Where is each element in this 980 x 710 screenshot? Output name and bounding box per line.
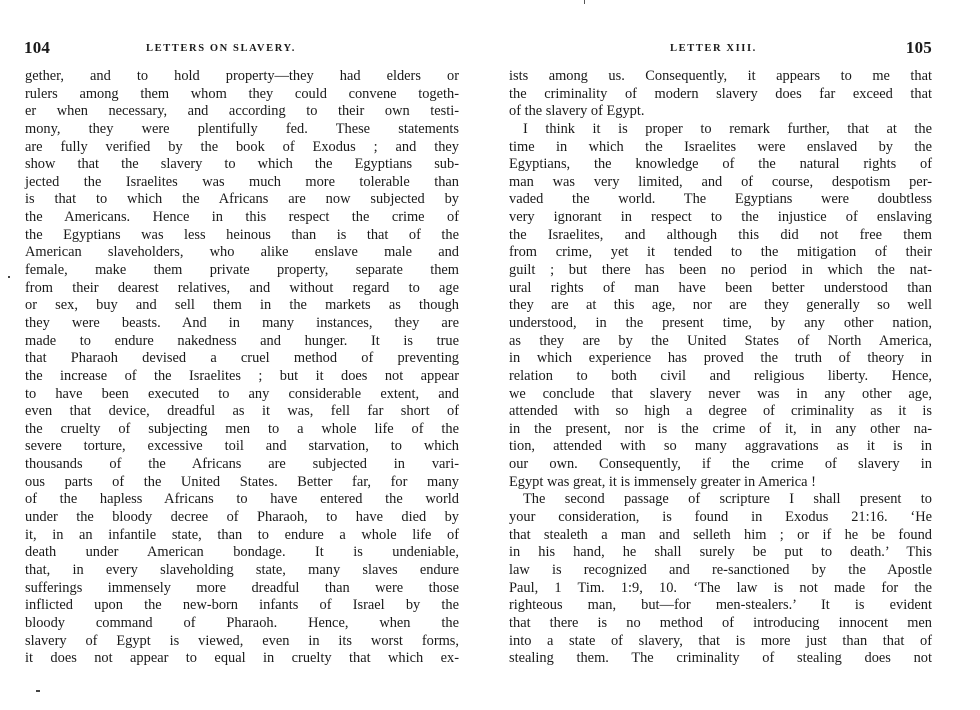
paragraph-end-line: of the slavery of Egypt. [509,103,645,120]
text-line: show that the slavery to which the Egyptians sub- [25,156,459,173]
text-line: ous parts of the United States. Better far, for many [25,473,459,490]
running-title-right: LETTER XIII. [670,43,757,54]
text-line: in which experience has proved the truth of theory in [509,350,932,367]
text-line: as they are by the United States of North America, [509,332,932,349]
text-line: the criminality of modern slavery does far exceed that [509,85,932,102]
left-running-head [0,38,490,60]
text-line: er when necessary, and according to their own testi- [25,103,459,120]
text-line: even that device, dreadful as it was, fell far short of [25,403,459,420]
text-line: that stealeth a man and selleth him ; or if he be found [509,526,932,543]
text-line: made to endure nakedness and hunger. It is true [25,332,459,349]
paragraph-start-line: I think it is proper to remark further, that at the [523,120,932,137]
text-line: it, in an infantile state, than to endure a whole life of [25,526,459,543]
text-line: death under American bondage. It is undeniable, [25,544,459,561]
text-line: tion, attended with so many aggravations as it is in [509,438,932,455]
text-line: they are at this age, nor are they generally so well [509,297,932,314]
text-line: that there is no method of introducing innocent men [509,614,932,631]
running-title-left: LETTERS ON SLAVERY. [146,43,296,54]
text-line: jected the Israelites was much more tolerable than [25,173,459,190]
text-line: under the bloody decree of Pharaoh, to have died by [25,509,459,526]
text-line: gether, and to hold property—they had elders or [25,68,459,84]
text-line: sufferings immensely more dreadful than were those [25,579,459,596]
text-line: rulers among them whom they could convene togeth- [25,85,459,102]
text-line: man was very limited, and of course, despotism per- [509,173,932,190]
left-body-text [25,68,459,668]
text-line: slavery of Egypt is viewed, even in its worst forms, [25,632,459,649]
text-line: we conclude that slavery never was in any other age, [509,385,932,402]
text-line: Paul, 1 Tim. 1:9, 10. ‘The law is not made for the [509,579,932,596]
text-line: stealing them. The criminality of stealing does not [509,650,932,667]
right-page [490,0,980,710]
text-line: from their dearest relatives, and without regard to age [25,279,459,296]
text-line: bloody command of Pharaoh. Hence, when the [25,614,459,631]
text-line: the Americans. Hence in this respect the crime of [25,209,459,226]
text-line: the increase of the Israelites ; but it does not appear [25,367,459,384]
text-line: attended with so high a degree of criminality as it is [509,403,932,420]
text-line: ural rights of man have been better understood than [509,279,932,296]
page-number-right: 105 [905,38,932,57]
text-line: understood, in the present time, by any other nation, [509,314,932,331]
text-line: your consideration, is found in Exodus 21:16. ‘He [509,509,932,526]
text-line: into a state of slavery, that is more just than that of [509,632,932,649]
text-line: of the hapless Africans to have entered the world [25,491,459,508]
text-line: from crime, yet it tended to the mitigation of their [509,244,932,261]
text-line: law is recognized and re-sanctioned by the Apostle [509,561,932,578]
text-line: severe torture, excessive toil and starvation, to which [25,438,459,455]
text-line: that Pharaoh devised a cruel method of preventing [25,350,459,367]
text-line: it does not appear to equal in cruelty that which ex- [25,650,459,667]
right-body-text [509,68,932,668]
text-line: our own. Consequently, if the crime of slavery in [509,456,932,473]
text-line: American slaveholders, who alike enslave male and [25,244,459,261]
text-line: in the present, nor is the crime of it, in any other na- [509,420,932,437]
text-line: the Egyptians was less heinous than is that of the [25,226,459,243]
paragraph-end-line: Egypt was great, it is immensely greater in America ! [509,473,816,490]
text-line: inflicted upon the new-born infants of Israel by the [25,597,459,614]
text-line: vaded the world. The Egyptians were doubtless [509,191,932,208]
paragraph-start-line: The second passage of scripture I shall present to [523,491,932,508]
text-line: to have been executed to any considerable extent, and [25,385,459,402]
text-line: is that to which the Africans are now subjected by [25,191,459,208]
text-line: time in which the Israelites were enslaved by the [509,138,932,155]
text-line: the Israelites, and although this did not free them [509,226,932,243]
text-line: they were beasts. And in many instances, they are [25,314,459,331]
text-line: the cruelty of subjecting men to a whole life of the [25,420,459,437]
text-line: that, in every slaveholding state, many slaves endure [25,561,459,578]
text-line: are fully verified by the book of Exodus ; and they [25,138,459,155]
text-line: female, make them private property, separate them [25,262,459,279]
text-line: in his hand, he shall surely be put to death.’ This [509,544,932,561]
text-line: thousands of the Africans are subjected in vari- [25,456,459,473]
text-line: righteous man, but—for men-stealers.’ It is evident [509,597,932,614]
text-line: relation to both civil and religious liberty. Hence, [509,367,932,384]
text-line: or sex, buy and sell them in the markets as though [25,297,459,314]
right-running-head [490,38,980,60]
text-line: mony, they were plentifully fed. These statements [25,120,459,137]
text-line: guilt ; but there has been no period in which the nat- [509,262,932,279]
text-line: very ignorant in respect to the injustice of enslaving [509,209,932,226]
page-number-left: 104 [24,38,51,57]
text-line: ists among us. Consequently, it appears to me that [509,68,932,84]
text-line: Egyptians, the knowledge of the natural rights of [509,156,932,173]
